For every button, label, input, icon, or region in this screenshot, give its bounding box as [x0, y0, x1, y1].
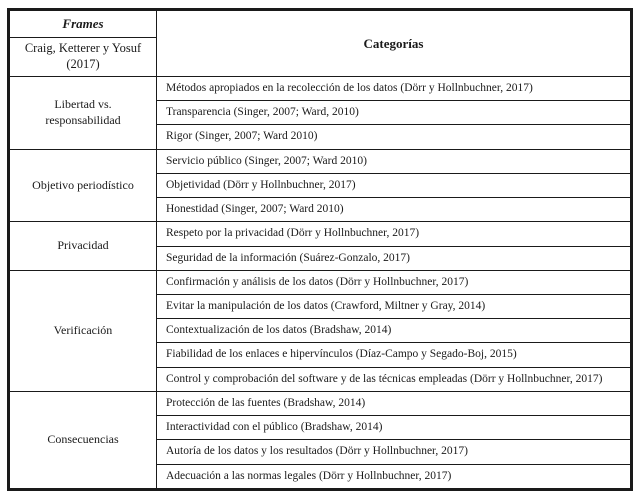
category-cell: Autoría de los datos y los resultados (Dörr y Hollnbuchner, 2017) [157, 440, 632, 464]
category-cell: Transparencia (Singer, 2007; Ward, 2010) [157, 101, 632, 125]
table-body [9, 77, 632, 490]
table-row [9, 77, 632, 101]
table-row [9, 270, 632, 294]
category-cell: Adecuación a las normas legales (Dörr y Hollnbuchner, 2017) [157, 464, 632, 489]
category-cell: Confirmación y análisis de los datos (Dörr y Hollnbuchner, 2017) [157, 270, 632, 294]
category-cell: Control y comprobación del software y de las técnicas empleadas (Dörr y Hollnbuchner, 2017) [157, 367, 632, 391]
frame-cell: Objetivo periodístico [9, 149, 157, 222]
category-cell: Protección de las fuentes (Bradshaw, 2014) [157, 391, 632, 415]
category-cell: Evitar la manipulación de los datos (Crawford, Miltner y Gray, 2014) [157, 294, 632, 318]
category-cell: Honestidad (Singer, 2007; Ward 2010) [157, 198, 632, 222]
category-cell: Seguridad de la información (Suárez-Gonzalo, 2017) [157, 246, 632, 270]
category-cell: Interactividad con el público (Bradshaw, 2014) [157, 416, 632, 440]
category-cell: Servicio público (Singer, 2007; Ward 2010) [157, 149, 632, 173]
category-cell: Fiabilidad de los enlaces e hipervínculos (Díaz-Campo y Segado-Boj, 2015) [157, 343, 632, 367]
table-row [9, 149, 632, 173]
header-row-frames [9, 10, 632, 38]
frame-cell: Libertad vs. responsabilidad [9, 77, 157, 150]
table-row [9, 391, 632, 415]
frames-header-label: Frames [9, 10, 157, 38]
category-cell: Rigor (Singer, 2007; Ward 2010) [157, 125, 632, 149]
categories-header-label: Categorías [157, 10, 632, 77]
category-cell: Objetividad (Dörr y Hollnbuchner, 2017) [157, 173, 632, 197]
category-cell: Respeto por la privacidad (Dörr y Hollnbuchner, 2017) [157, 222, 632, 246]
table-row [9, 222, 632, 246]
frames-categories-table [7, 8, 633, 491]
category-cell: Métodos apropiados en la recolección de los datos (Dörr y Hollnbuchner, 2017) [157, 77, 632, 101]
frame-cell: Consecuencias [9, 391, 157, 489]
category-cell: Contextualización de los datos (Bradshaw, 2014) [157, 319, 632, 343]
frames-header-source: Craig, Ketterer y Yosuf (2017) [9, 38, 157, 77]
frame-cell: Verificación [9, 270, 157, 391]
table-header [9, 10, 632, 77]
frame-cell: Privacidad [9, 222, 157, 270]
